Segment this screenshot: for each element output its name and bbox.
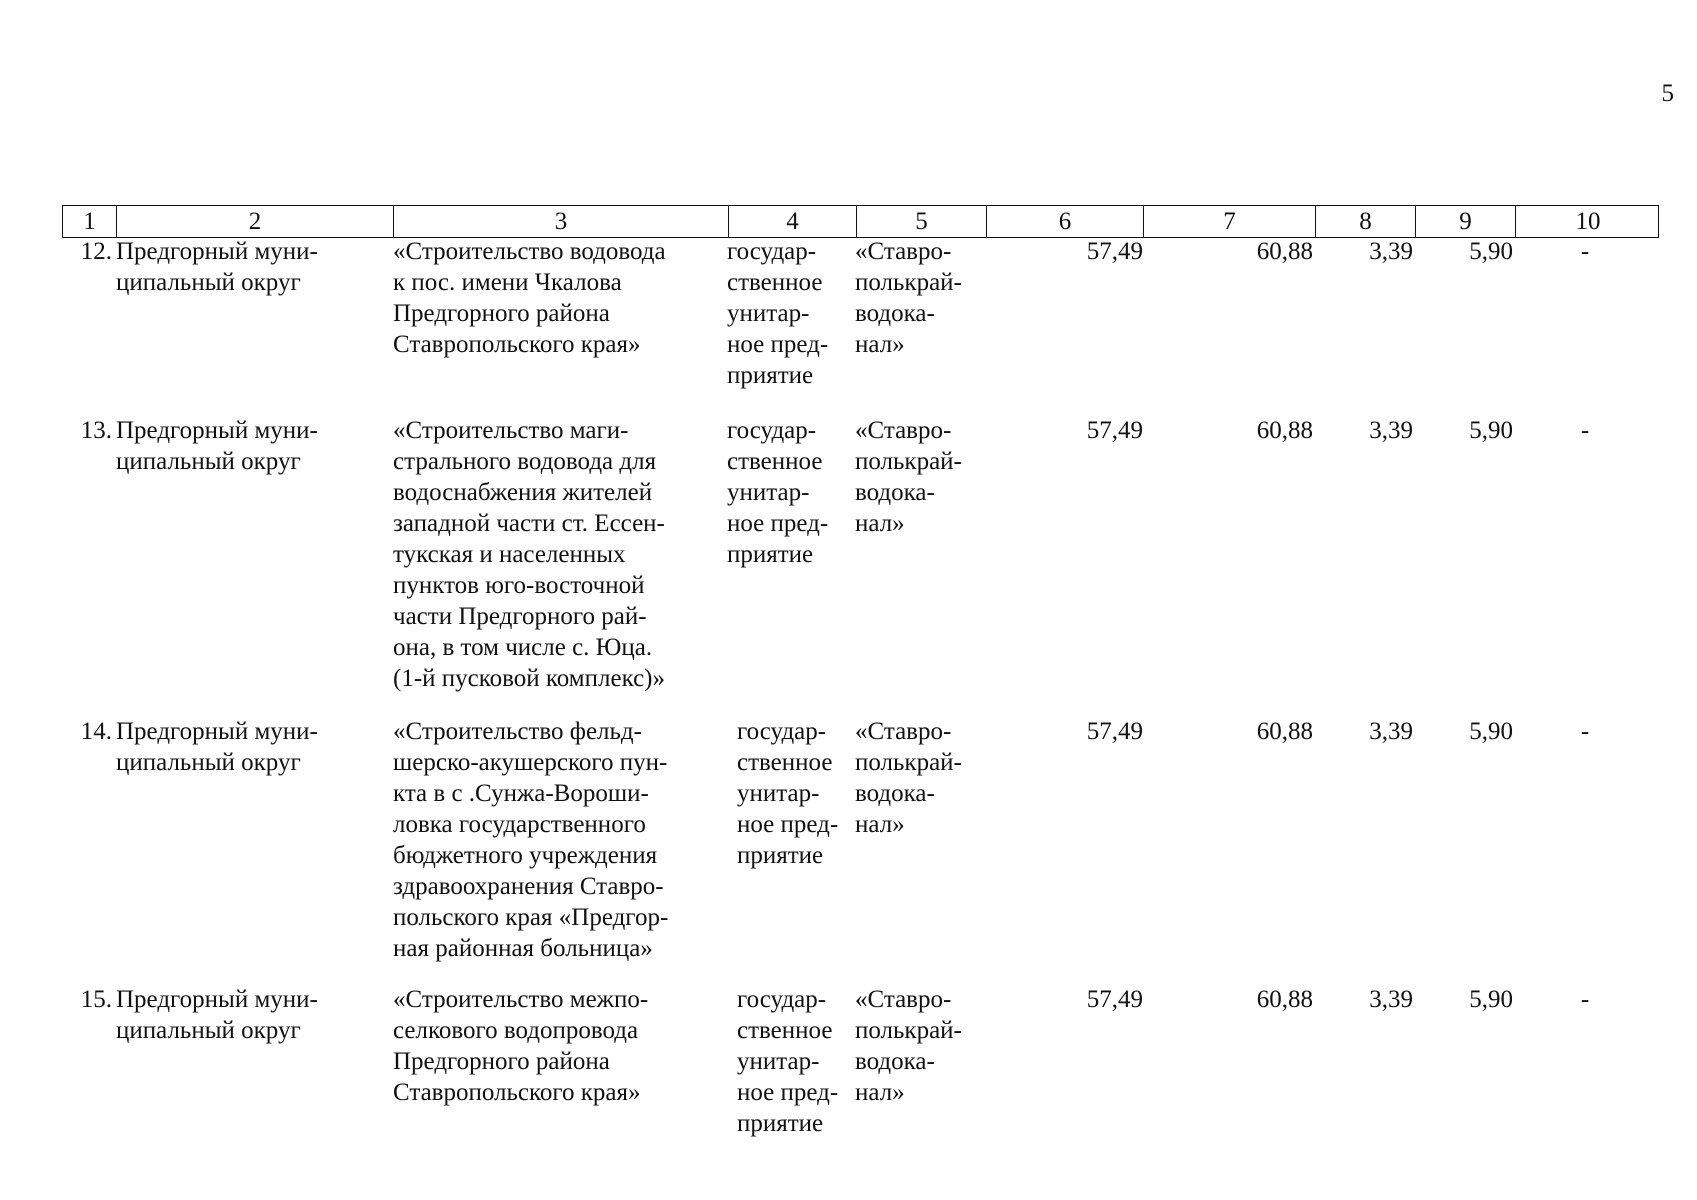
value-col-10: - (1580, 417, 1590, 444)
object-line: (1-й пусковой комплекс)» (393, 665, 666, 692)
object-cell (393, 716, 710, 964)
header-col-7: 7 (1143, 206, 1315, 237)
form-line: ственное (727, 448, 823, 475)
form-line: ное пред- (727, 510, 829, 537)
value-col-10: - (1580, 986, 1590, 1013)
object-line: бюджетного учреждения (393, 842, 658, 869)
row-number: 12. (80, 238, 112, 265)
municipality-cell (116, 236, 386, 298)
organization-cell (855, 984, 990, 1108)
organization-form-cell (727, 236, 847, 391)
header-col-6: 6 (986, 206, 1143, 237)
form-line: приятие (727, 541, 814, 568)
object-line: Предгорного района (393, 300, 610, 327)
form-line: ственное (737, 1017, 833, 1044)
form-line: ственное (727, 269, 823, 296)
org-line: полькрай- (855, 749, 962, 776)
table-header (62, 205, 1659, 238)
municipality-line: ципальный округ (116, 1017, 301, 1044)
form-line: унитар- (727, 479, 810, 506)
org-line: нал» (855, 811, 905, 838)
header-col-9: 9 (1415, 206, 1515, 237)
form-line: ственное (737, 749, 833, 776)
page-number: 5 (1661, 80, 1674, 107)
header-col-2: 2 (116, 206, 393, 237)
municipality-line: Предгорный муни- (116, 718, 318, 745)
value-col-9: 5,90 (1469, 986, 1513, 1013)
value-col-10: - (1580, 238, 1590, 265)
organization-form-cell (737, 716, 857, 871)
value-col-9: 5,90 (1469, 718, 1513, 745)
form-line: государ- (727, 238, 817, 265)
header-col-4: 4 (728, 206, 856, 237)
organization-cell (855, 236, 990, 360)
organization-form-cell (737, 984, 857, 1139)
municipality-line: ципальный округ (116, 749, 301, 776)
object-line: польского края «Предгор- (393, 904, 669, 931)
object-line: Ставропольского края» (393, 1079, 641, 1106)
form-line: государ- (737, 986, 827, 1013)
org-line: полькрай- (855, 1017, 962, 1044)
object-line: Ставропольского края» (393, 331, 641, 358)
object-cell (393, 984, 710, 1108)
object-line: селкового водопровода (393, 1017, 639, 1044)
org-line: водока- (855, 479, 935, 506)
header-col-3: 3 (393, 206, 728, 237)
org-line: полькрай- (855, 269, 962, 296)
org-line: полькрай- (855, 448, 962, 475)
org-line: водока- (855, 300, 935, 327)
value-col-8: 3,39 (1369, 986, 1413, 1013)
org-line: водока- (855, 780, 935, 807)
municipality-line: Предгорный муни- (116, 986, 318, 1013)
form-line: ное пред- (737, 1079, 839, 1106)
org-line: нал» (855, 510, 905, 537)
form-line: унитар- (737, 1048, 820, 1075)
municipality-line: ципальный округ (116, 269, 301, 296)
org-line: нал» (855, 1079, 905, 1106)
object-line: ная районная больница» (393, 935, 653, 962)
form-line: унитар- (727, 300, 810, 327)
value-col-6: 57,49 (1086, 986, 1143, 1013)
value-col-8: 3,39 (1369, 718, 1413, 745)
object-line: водоснабжения жителей (393, 479, 653, 506)
org-line: нал» (855, 331, 905, 358)
form-line: приятие (737, 842, 824, 869)
form-line: государ- (737, 718, 827, 745)
org-line: «Ставро- (855, 986, 952, 1013)
object-line: «Строительство фельд- (393, 718, 642, 745)
value-col-8: 3,39 (1369, 417, 1413, 444)
municipality-line: ципальный округ (116, 448, 301, 475)
organization-cell (855, 716, 990, 840)
org-line: «Ставро- (855, 238, 952, 265)
object-line: «Строительство маги- (393, 417, 629, 444)
object-line: «Строительство водовода (393, 238, 666, 265)
object-line: ловка государственного (393, 811, 646, 838)
row-number: 15. (80, 986, 112, 1013)
row-number: 14. (80, 718, 112, 745)
org-line: водока- (855, 1048, 935, 1075)
form-line: ное пред- (727, 331, 829, 358)
form-line: приятие (727, 362, 814, 389)
municipality-line: Предгорный муни- (116, 417, 318, 444)
org-line: «Ставро- (855, 417, 952, 444)
value-col-10: - (1580, 718, 1590, 745)
form-line: ное пред- (737, 811, 839, 838)
value-col-6: 57,49 (1086, 238, 1143, 265)
object-line: «Строительство межпо- (393, 986, 649, 1013)
organization-cell (855, 415, 990, 539)
municipality-cell (116, 415, 386, 477)
municipality-cell (116, 716, 386, 778)
object-cell (393, 236, 710, 360)
row-number: 13. (80, 417, 112, 444)
header-col-10: 10 (1515, 206, 1660, 237)
form-line: государ- (727, 417, 817, 444)
value-col-9: 5,90 (1469, 238, 1513, 265)
object-line: тукская и населенных (393, 541, 626, 568)
object-line: здравоохранения Ставро- (393, 873, 664, 900)
value-col-7: 60,88 (1256, 417, 1313, 444)
form-line: унитар- (737, 780, 820, 807)
object-line: части Предгорного рай- (393, 603, 647, 630)
municipality-cell (116, 984, 386, 1046)
org-line: «Ставро- (855, 718, 952, 745)
object-line: пунктов юго-восточной (393, 572, 645, 599)
value-col-6: 57,49 (1086, 718, 1143, 745)
value-col-7: 60,88 (1256, 986, 1313, 1013)
value-col-7: 60,88 (1256, 238, 1313, 265)
object-line: западной части ст. Ессен- (393, 510, 665, 537)
object-line: она, в том числе с. Юца. (393, 634, 653, 661)
value-col-6: 57,49 (1086, 417, 1143, 444)
object-line: кта в с .Сунжа-Вороши- (393, 780, 649, 807)
header-col-8: 8 (1315, 206, 1415, 237)
header-col-1: 1 (83, 208, 96, 235)
object-line: стрального водовода для (393, 448, 657, 475)
object-line: Предгорного района (393, 1048, 610, 1075)
value-col-8: 3,39 (1369, 238, 1413, 265)
value-col-9: 5,90 (1469, 417, 1513, 444)
header-col-5: 5 (856, 206, 986, 237)
object-cell (393, 415, 710, 694)
municipality-line: Предгорный муни- (116, 238, 318, 265)
value-col-7: 60,88 (1256, 718, 1313, 745)
object-line: к пос. имени Чкалова (393, 269, 622, 296)
organization-form-cell (727, 415, 847, 570)
form-line: приятие (737, 1110, 824, 1137)
object-line: шерско-акушерского пун- (393, 749, 668, 776)
